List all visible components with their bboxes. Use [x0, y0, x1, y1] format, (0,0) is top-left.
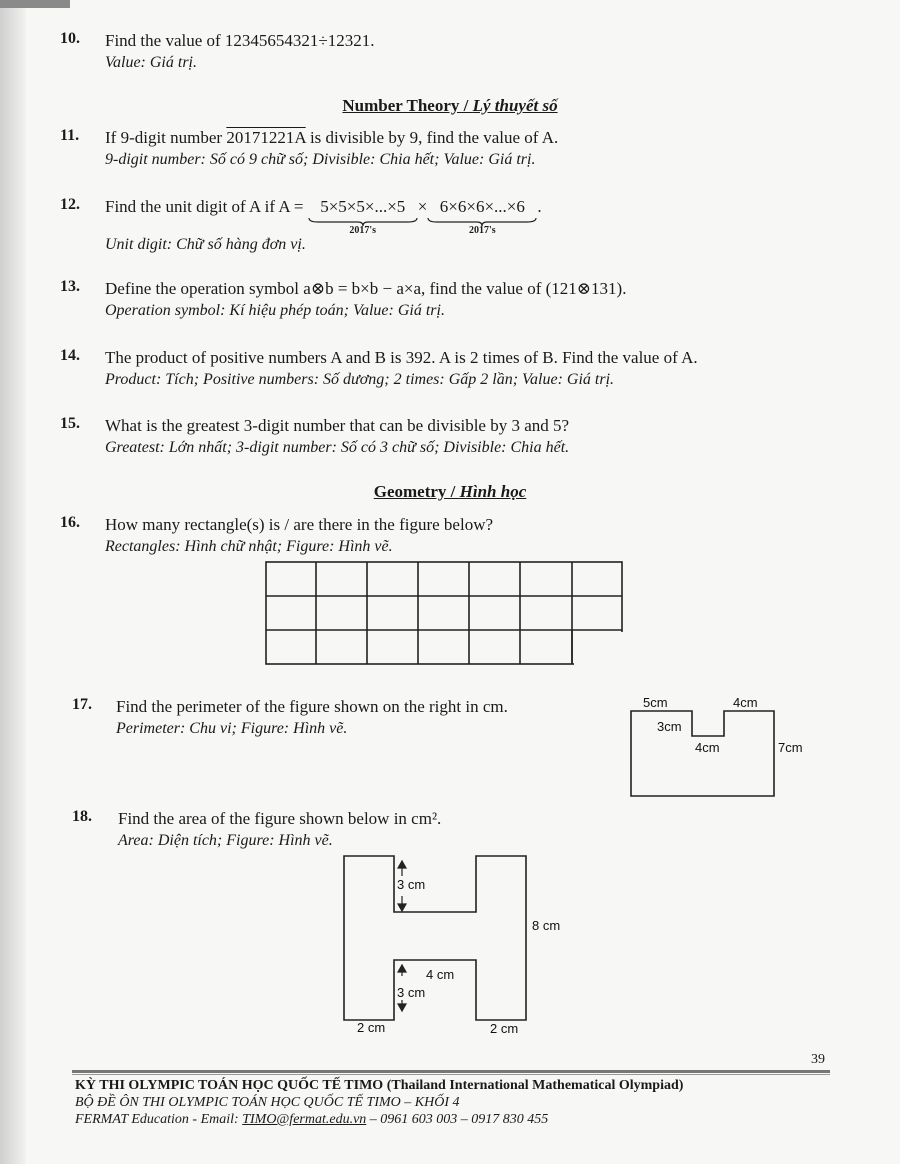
question-translation: Perimeter: Chu vi; Figure: Hình vẽ.: [116, 720, 348, 737]
footer-contact-pre: FERMAT Education - Email:: [75, 1112, 243, 1127]
text-post: .: [537, 197, 542, 216]
footer-phones: – 0961 603 003 – 0917 830 455: [366, 1112, 549, 1127]
section-heading-geometry: [0, 482, 900, 502]
question-translation: Rectangles: Hình chữ nhật; Figure: Hình vẽ.: [105, 538, 393, 555]
question-text: Define the operation symbol a⊗b = b×b − a×a, find the value of (121⊗131).: [105, 279, 627, 298]
question-text: The product of positive numbers A and B is 392. A is 2 times of B. Find the value of A.: [105, 348, 698, 367]
footer-contact: [75, 1112, 548, 1128]
label-8cm: 8 cm: [532, 918, 561, 933]
page-gutter-shadow: [0, 0, 26, 1164]
question-translation: Operation symbol: Kí hiệu phép toán; Value: Giá trị.: [105, 302, 445, 319]
question-translation: Area: Diện tích; Figure: Hình vẽ.: [118, 832, 333, 849]
brace-label: 2017's: [469, 225, 496, 236]
label-7cm: 7cm: [778, 740, 803, 755]
question-number: 18.: [72, 808, 92, 825]
brace-group-sixes: [427, 196, 537, 236]
brace-label: 2017's: [349, 225, 377, 236]
footer-rule-thin: [72, 1074, 830, 1075]
question-text: How many rectangle(s) is / are there in the figure below?: [105, 515, 494, 534]
section-title-vn: Hình học: [459, 482, 527, 501]
section-heading-number-theory: [0, 96, 900, 116]
question-number: 13.: [60, 278, 80, 295]
question-number: 12.: [60, 196, 80, 213]
question-text: What is the greatest 3-digit number that can be divisible by 3 and 5?: [105, 416, 570, 435]
text-mid: ×: [417, 197, 428, 216]
footer-title: KỲ THI OLYMPIC TOÁN HỌC QUỐC TẾ TIMO (Thailand International Mathematical Olympiad): [75, 1078, 684, 1093]
rectangle-grid-figure: [262, 558, 628, 668]
question-translation: 9-digit number: Số có 9 chữ số; Divisible: Chia hết; Value: Giá trị.: [105, 151, 536, 168]
section-title-en: Geometry /: [373, 482, 460, 501]
section-title-en: Number Theory /: [342, 96, 473, 115]
question-translation: Product: Tích; Positive numbers: Số dương; 2 times: Gấp 2 lần; Value: Giá trị.: [105, 371, 615, 388]
question-text: [105, 196, 865, 234]
product-fives: 5×5×5×...×5: [320, 197, 406, 216]
scan-edge: [0, 0, 70, 8]
text-pre: If 9-digit number: [105, 128, 227, 147]
label-5cm: 5cm: [643, 695, 668, 710]
label-4cm-mid: 4cm: [695, 740, 720, 755]
question-text: [105, 127, 865, 149]
area-h-figure: [340, 852, 530, 1024]
question-text: Find the value of 12345654321÷12321.: [105, 31, 375, 50]
question-number: 11.: [60, 127, 80, 144]
question-number: 14.: [60, 347, 80, 364]
label-2cm-right: 2 cm: [490, 1021, 519, 1036]
text-post: is divisible by 9, find the value of A.: [305, 128, 559, 147]
question-text: Find the area of the figure shown below in cm².: [118, 809, 442, 828]
page-number: 39: [811, 1052, 825, 1067]
question-text: Find the perimeter of the figure shown on the right in cm.: [116, 697, 508, 716]
question-translation: Value: Giá trị.: [105, 54, 197, 71]
brace-group-fives: [308, 196, 418, 236]
footer-subtitle: BỘ ĐỀ ÔN THI OLYMPIC TOÁN HỌC QUỐC TẾ TIMO – KHỐI 4: [75, 1095, 460, 1110]
label-4cm: 4 cm: [426, 967, 455, 982]
label-2cm-left: 2 cm: [357, 1020, 386, 1035]
question-number: 17.: [72, 696, 92, 713]
footer-rule: [72, 1070, 830, 1073]
label-3cm-bottom: 3 cm: [397, 985, 426, 1000]
product-sixes: 6×6×6×...×6: [439, 197, 525, 216]
question-number: 16.: [60, 514, 80, 531]
label-3cm: 3cm: [657, 719, 682, 734]
text-pre: Find the unit digit of A if A =: [105, 197, 308, 216]
question-translation: Greatest: Lớn nhất; 3-digit number: Số có 3 chữ số; Divisible: Chia hết.: [105, 439, 570, 456]
question-translation: Unit digit: Chữ số hàng đơn vị.: [105, 236, 306, 253]
section-title-vn: Lý thuyết số: [472, 96, 558, 115]
question-number: 10.: [60, 30, 80, 47]
footer-email-link[interactable]: TIMO@fermat.edu.vn: [242, 1112, 367, 1127]
label-4cm-top: 4cm: [733, 695, 758, 710]
overlined-number: 20171221A: [226, 128, 306, 147]
label-3cm-top: 3 cm: [397, 877, 426, 892]
question-number: 15.: [60, 415, 80, 432]
